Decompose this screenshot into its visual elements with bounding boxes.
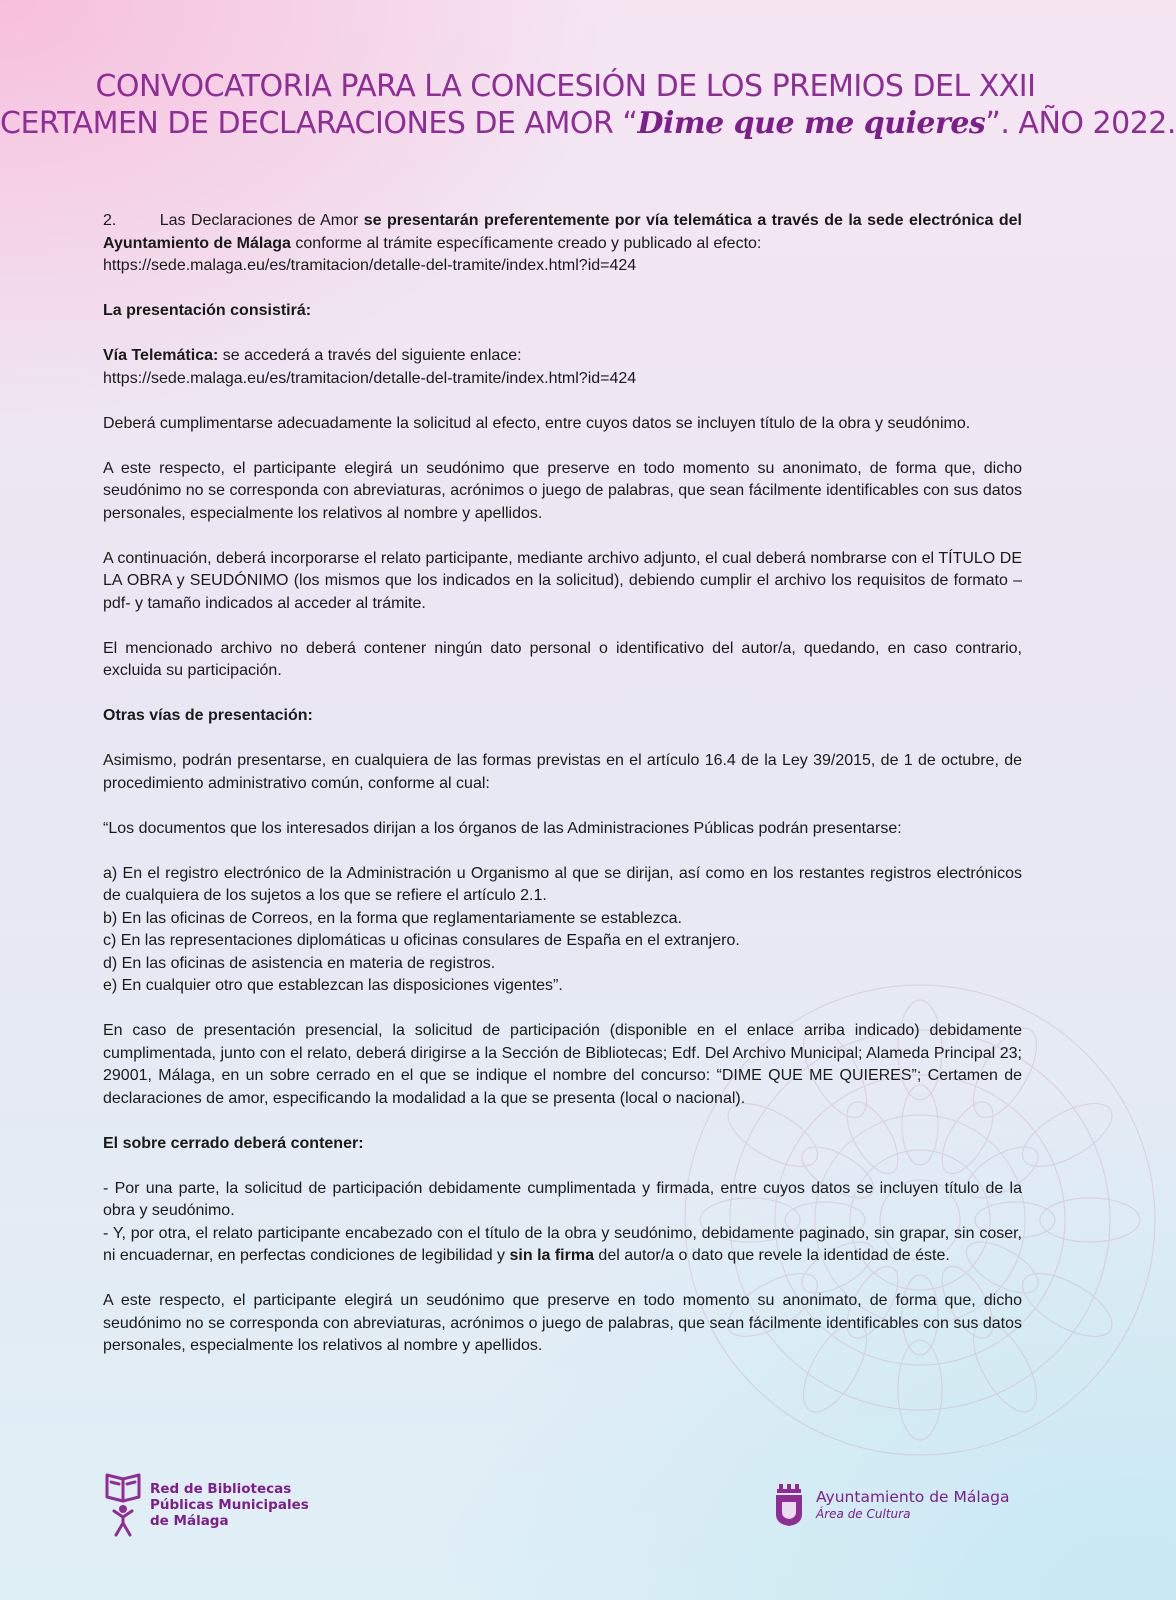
header-contest-name: Dime que me quieres: [637, 106, 986, 141]
paragraph-continuacion: A continuación, deberá incorporarse el relato participante, mediante archivo adjunto, el cual deberá nombrarse con el TÍTULO DE LA OBRA y SEUDÓNIMO (los mismos que los indicados en la solicitud), debiendo cumplir el archivo los requisitos de formato –pdf- y tamaño indicados al acceder al trámite.: [103, 549, 1022, 612]
ayuntamiento-text: [816, 1488, 1010, 1522]
heading-presentacion: La presentación consistirá:: [103, 302, 312, 319]
heading-otras-vias: Otras vías de presentación:: [103, 707, 313, 724]
library-network-name: [150, 1481, 309, 1529]
paragraph-bold: sin la firma: [509, 1247, 594, 1264]
paragraph-sobre-item-1: - Por una parte, la solicitud de participación debidamente cumplimentada y firmada, entre cuyos datos se incluyen título de la obra y seudónimo.: [103, 1179, 1022, 1219]
list-item: e) En cualquier otro que establezcan las disposiciones vigentes”.: [103, 977, 563, 994]
paragraph-text: Las Declaraciones de Amor: [159, 212, 364, 229]
via-telematica-url-link[interactable]: https://sede.malaga.eu/es/tramitacion/detalle-del-tramite/index.html?id=424: [103, 369, 637, 387]
paragraph-sobre-item-2: [103, 1223, 1022, 1268]
paragraph-archivo: El mencionado archivo no deberá contener ningún dato personal o identificativo del autor/a, quedando, en caso contrario, excluida su participación.: [103, 639, 1022, 679]
header-line-1: CONVOCATORIA PARA LA CONCESIÓN DE LOS PREMIOS DEL XXII: [95, 69, 1036, 104]
paragraph-via-telematica: [103, 345, 1022, 390]
page-header: [0, 68, 1176, 142]
paragraph-text: se accederá a través del siguiente enlace:: [218, 347, 522, 364]
paragraph-text: del autor/a o dato que revele la identidad de éste.: [593, 1247, 950, 1264]
ayuntamiento-logo: [774, 1484, 1010, 1526]
paragraph-text: conforme al trámite específicamente creado y publicado al efecto:: [290, 234, 762, 252]
library-network-logo: [104, 1471, 309, 1537]
header-line-2: [0, 105, 1176, 142]
paragraph-solicitud: Deberá cumplimentarse adecuadamente la solicitud al efecto, entre cuyos datos se incluyen título de la obra y seudónimo.: [103, 414, 971, 432]
heading-sobre-cerrado: El sobre cerrado deberá contener:: [103, 1134, 364, 1152]
paragraph-seudonimo-2: A este respecto, el participante elegirá un seudónimo que preserve en todo momento su anonimato, de forma que, dicho seudónimo no se corresponda con abreviaturas, acrónimos o juego de palabras, que sean fácilmente identificables con sus datos personales, especialmente los relativos al nombre y apellidos.: [103, 1292, 1022, 1354]
library-name-line-3: de Málaga: [150, 1513, 229, 1529]
document-body: [103, 210, 1022, 1380]
paragraph-bold: se presentarán preferentemente por vía telemática a través de la sede electrónica del Ayuntamiento de Málaga: [103, 212, 1023, 252]
paragraph-presentation-intro: [103, 210, 1022, 278]
ayuntamiento-name: Ayuntamiento de Málaga: [816, 1488, 1010, 1506]
city-crest-icon: [774, 1484, 804, 1526]
library-person-icon: [104, 1471, 142, 1537]
header-line-2-suffix: ”. AÑO 2022.: [985, 106, 1176, 141]
library-name-line-1: Red de Bibliotecas: [150, 1481, 292, 1497]
header-line-2-prefix: CERTAMEN DE DECLARACIONES DE AMOR “: [0, 106, 638, 141]
paragraph-asimismo: Asimismo, podrán presentarse, en cualquiera de las formas previstas en el artículo 16.4 de la Ley 39/2015, de 1 de octubre, de procedimiento administrativo común, conforme al cual:: [103, 752, 1022, 792]
paragraph-quote: “Los documentos que los interesados dirijan a los órganos de las Administraciones Públicas podrán presentarse:: [103, 819, 902, 837]
paragraph-text: - Y, por otra, el relato participante encabezado con el título de la obra y seudónimo, debidamente paginado, sin grapar, sin coser, ni encuadernar, en perfectas condiciones de legibilidad y: [103, 1224, 1022, 1264]
area-cultura-label: Área de Cultura: [816, 1507, 911, 1521]
paragraph-number: 2.: [103, 212, 117, 229]
sede-url-link[interactable]: https://sede.malaga.eu/es/tramitacion/detalle-del-tramite/index.html?id=424: [103, 257, 637, 274]
paragraph-presencial: En caso de presentación presencial, la solicitud de participación (disponible en el enlace arriba indicado) debidamente cumplimentada, junto con el relato, deberá dirigirse a la Sección de Bibliotecas; Edf. Del Archivo Municipal; Alameda Principal 23; 29001, Málaga, en un sobre cerrado en el que se indique el nombre del concurso: “DIME QUE ME QUIERES”; Certamen de declaraciones de amor, especificando la modalidad a la que se presenta (local o nacional).: [103, 1022, 1022, 1107]
library-name-line-2: Públicas Municipales: [150, 1497, 309, 1513]
list-item: b) En las oficinas de Correos, en la forma que reglamentariamente se establezca.: [103, 909, 682, 927]
paragraph-seudonimo: A este respecto, el participante elegirá un seudónimo que preserve en todo momento su anonimato, de forma que, dicho seudónimo no se corresponda con abreviaturas, acrónimos o juego de palabras, que sean fácilmente identificables con sus datos personales, especialmente los relativos al nombre y apellidos.: [103, 459, 1022, 522]
list-item: c) En las representaciones diplomáticas u oficinas consulares de España en el extranjero.: [103, 932, 740, 949]
via-telematica-label: Vía Telemática:: [103, 347, 219, 364]
list-item: d) En las oficinas de asistencia en materia de registros.: [103, 954, 496, 972]
list-item: a) En el registro electrónico de la Administración u Organismo al que se dirijan, así como en los restantes registros electrónicos de cualquiera de los sujetos a los que se refiere el artículo 2.1.: [103, 864, 1022, 904]
